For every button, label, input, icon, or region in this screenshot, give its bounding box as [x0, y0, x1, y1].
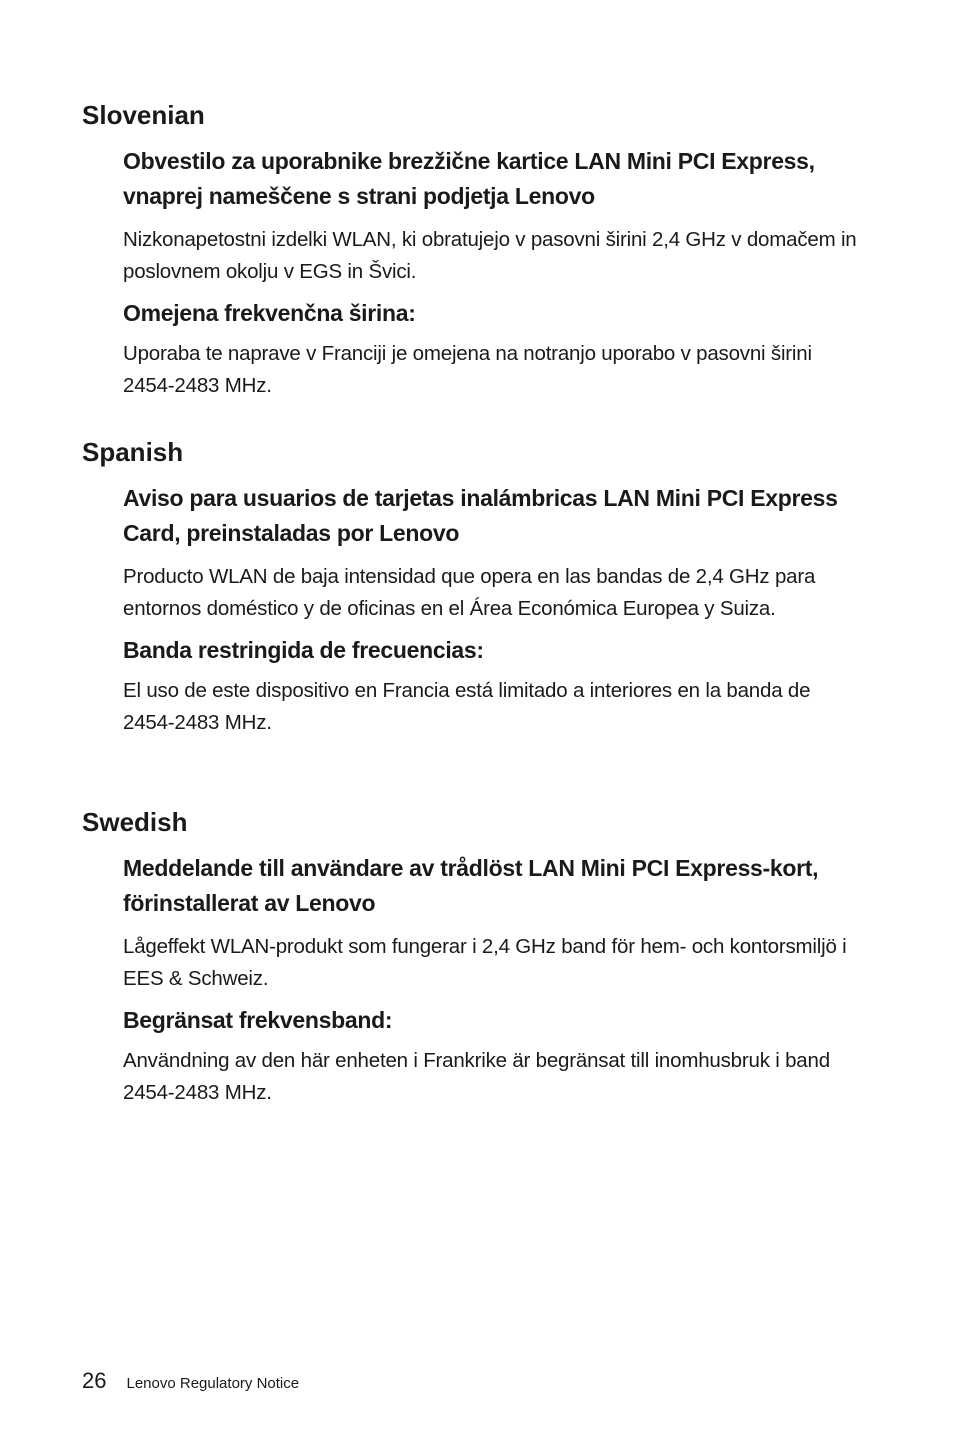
notice-body: Producto WLAN de baja intensidad que opera en las bandas de 2,4 GHz para entornos doméstico y de oficinas en el Área Económica Europea y Suiza. — [123, 565, 816, 620]
band-title: Begränsat frekvensband: — [123, 1007, 393, 1033]
band-title: Banda restringida de frecuencias: — [123, 637, 484, 663]
section-swedish — [82, 807, 872, 1119]
page-number: 26 — [82, 1368, 107, 1393]
section-content — [123, 481, 863, 739]
band-body: Uporaba te naprave v Franciji je omejena na notranjo uporabo v pasovni širini 2454-2483 MHz. — [123, 342, 812, 397]
language-heading: Swedish — [82, 807, 188, 837]
band-body: Användning av den här enheten i Frankrike är begränsat till inomhusbruk i band 2454-2483 MHz. — [123, 1049, 830, 1104]
notice-title: Aviso para usuarios de tarjetas inalámbricas LAN Mini PCI Express Card, preinstaladas por Lenovo — [123, 485, 838, 546]
section-content — [123, 144, 863, 402]
notice-title: Meddelande till användare av trådlöst LAN Mini PCI Express-kort, förinstallerat av Lenovo — [123, 855, 819, 916]
band-body: El uso de este dispositivo en Francia está limitado a interiores en la banda de 2454-2483 MHz. — [123, 679, 811, 734]
section-content — [123, 851, 863, 1109]
notice-body: Lågeffekt WLAN-produkt som fungerar i 2,4 GHz band för hem- och kontorsmiljö i EES & Schweiz. — [123, 935, 847, 990]
footer-document-title: Lenovo Regulatory Notice — [126, 1375, 300, 1392]
language-heading: Slovenian — [82, 100, 205, 130]
notice-title: Obvestilo za uporabnike brezžične kartice LAN Mini PCI Express, vnaprej nameščene s strani podjetja Lenovo — [123, 148, 815, 209]
band-title: Omejena frekvenčna širina: — [123, 300, 416, 326]
page-footer — [82, 1368, 299, 1394]
notice-body: Nizkonapetostni izdelki WLAN, ki obratujejo v pasovni širini 2,4 GHz v domačem in poslovnem okolju v EGS in Švici. — [123, 228, 857, 283]
section-slovenian — [82, 100, 872, 412]
section-spanish — [82, 437, 872, 749]
language-heading: Spanish — [82, 437, 184, 467]
